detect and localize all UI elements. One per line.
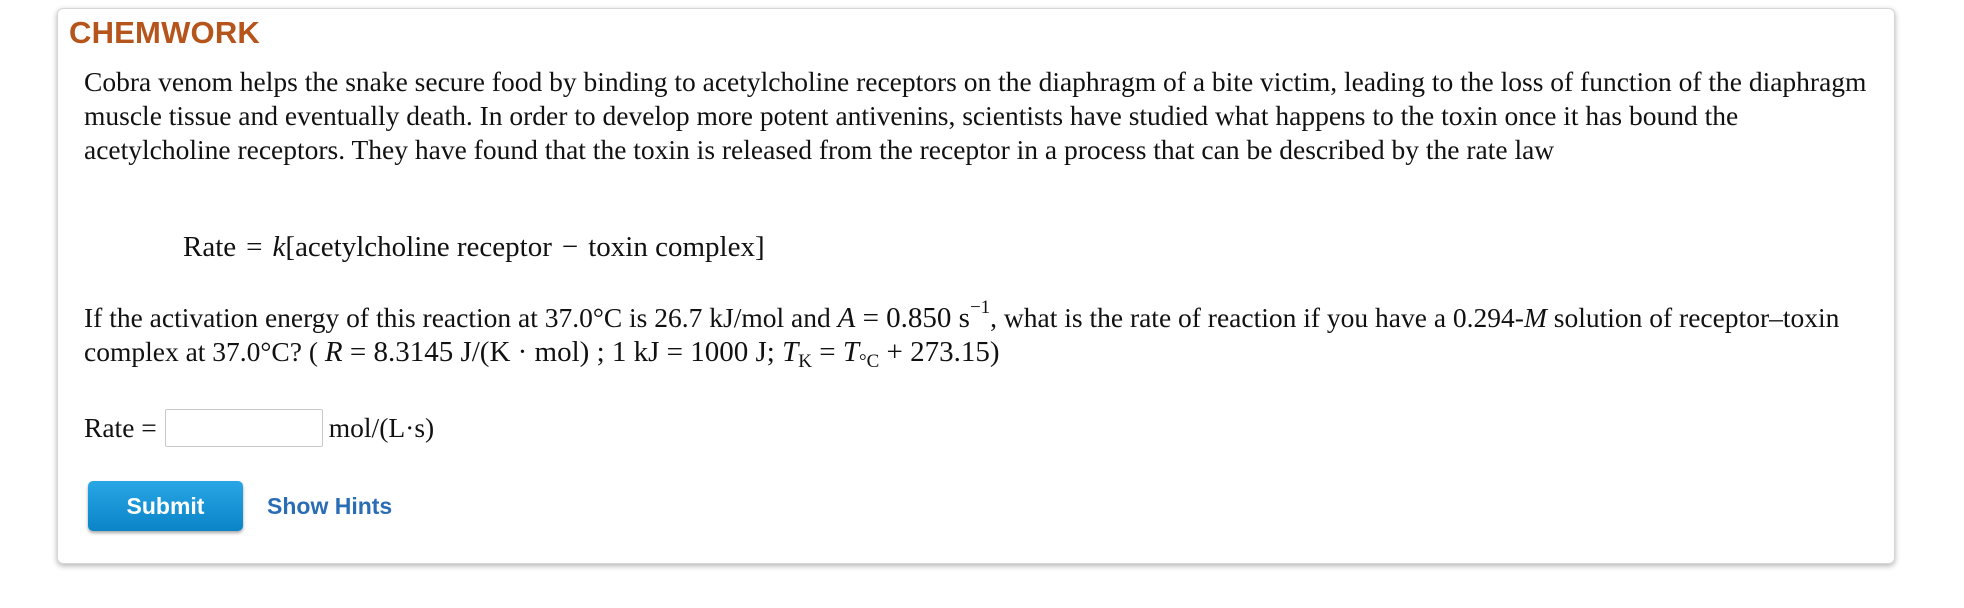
- answer-unit: mol/(L·s): [328, 412, 435, 443]
- action-bar: [88, 481, 392, 531]
- rate-answer-input[interactable]: [165, 409, 323, 447]
- submit-button[interactable]: Submit: [88, 481, 243, 531]
- rate-law-equals: =: [246, 231, 263, 263]
- question-card: [57, 8, 1895, 564]
- prompt-T-end: + 273.15): [879, 336, 1000, 368]
- rate-law-lhs: Rate: [183, 231, 237, 263]
- prompt-part1: If the activation energy of this reaction at 37.0°C is 26.7 kJ/mol and: [84, 302, 838, 333]
- prompt-R-var: R: [324, 336, 343, 368]
- prompt-part2: , what is the rate of reaction if you have a 0.294-: [990, 302, 1524, 333]
- prompt-M-var: M: [1523, 302, 1547, 333]
- prompt-TC-sub: °C: [859, 351, 880, 372]
- prompt-TK-sub: K: [798, 351, 812, 372]
- rate-constant-k: k: [272, 231, 286, 263]
- prompt-T-eq: =: [812, 336, 843, 368]
- prompt-TC-var: T: [842, 336, 859, 368]
- rate-law-equation: [183, 227, 765, 267]
- rate-law-species-a: acetylcholine receptor: [295, 231, 552, 263]
- rate-law-species-b: toxin complex: [588, 231, 755, 263]
- answer-label: Rate =: [84, 412, 157, 443]
- answer-row: [84, 407, 434, 449]
- rate-law-minus: −: [561, 231, 579, 263]
- rate-law-open-bracket: [: [285, 231, 296, 263]
- prompt-R-val: = 8.3145 J/(K · mol) ; 1 kJ = 1000 J;: [342, 336, 783, 368]
- rate-law-close-bracket: ]: [754, 231, 765, 263]
- question-intro: Cobra venom helps the snake secure food by binding to acetylcholine receptors on the diaphragm of a bite victim, leading to the loss of function of the diaphragm muscle tissue and eventually death. In order to develop more potent antivenins, scientists have studied what happens to the toxin once it has bound the acetylcholine receptors. They have found that the toxin is released from the receptor in a process that can be described by the rate law: [84, 66, 1867, 165]
- prompt-A-exp: −1: [969, 297, 991, 318]
- question-prompt: [84, 297, 1884, 372]
- show-hints-link[interactable]: Show Hints: [267, 492, 393, 519]
- prompt-A-var: A: [837, 302, 856, 334]
- prompt-TK-var: T: [782, 336, 799, 368]
- brand-title: CHEMWORK: [69, 15, 261, 50]
- prompt-A-eq: = 0.850 s: [855, 302, 970, 334]
- prompt-part3: solution of receptor–toxin complex at 37.0°C? (: [84, 302, 1840, 367]
